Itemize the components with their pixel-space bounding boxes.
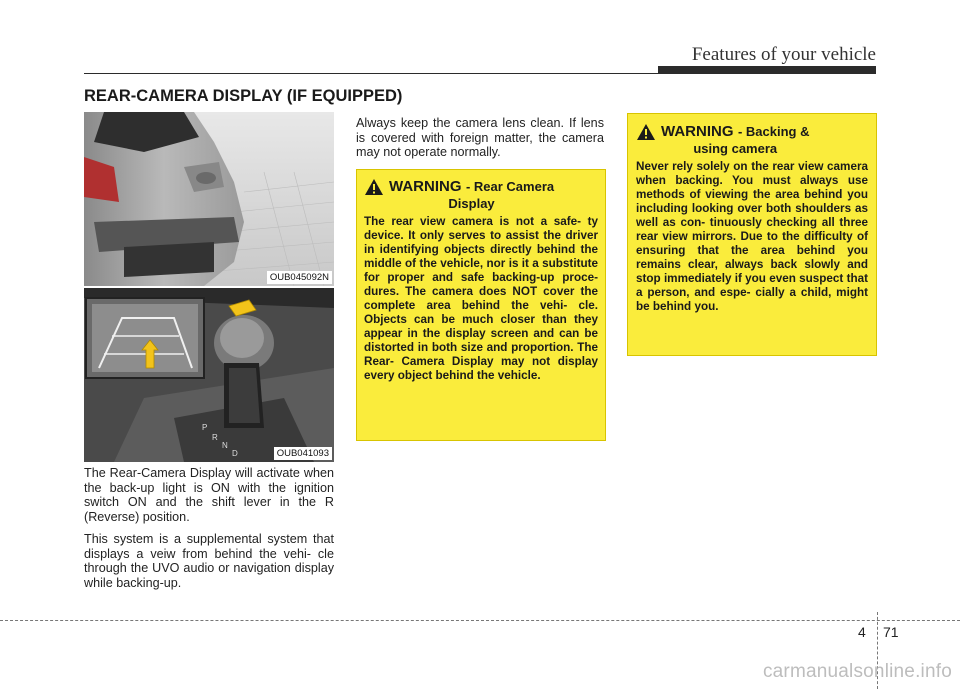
warning-triangle-icon bbox=[636, 123, 656, 141]
warning-title-line2: Display bbox=[448, 196, 495, 211]
display-shifter-drawing bbox=[84, 288, 334, 462]
figure-code-label: OUB041093 bbox=[274, 447, 332, 460]
warning-title-line2: using camera bbox=[693, 141, 778, 156]
warning-text: The rear view camera is not a safe- ty device. It only serves to assist the driver in identifying objects directly behind the middle of the vehicle, nor is it a substitute for proper and safe backing-up proce- dures. The camera does NOT cover the complete area behind the vehi- cle. Objects can be much closer than they appear in the display screen and can be distorted in both size and proportion. The Rear- Camera Display may not display every object behind the vehicle. bbox=[364, 215, 598, 382]
svg-text:D: D bbox=[232, 449, 238, 458]
figure-code-label: OUB045092N bbox=[267, 271, 332, 284]
warning-label: WARNING bbox=[389, 178, 462, 195]
paragraph-activation: The Rear-Camera Display will activate when the back-up light is ON with the ignition switch ON and the shift lever in the R (Reverse) position. bbox=[84, 466, 334, 524]
chapter-number: 4 bbox=[858, 624, 866, 640]
warning-triangle-icon bbox=[364, 178, 384, 196]
car-rear-drawing bbox=[84, 112, 334, 286]
warning-heading bbox=[636, 123, 868, 156]
display-and-shifter-illustration bbox=[84, 288, 334, 462]
warning-label: WARNING bbox=[661, 123, 734, 140]
warning-box-rear-camera bbox=[356, 169, 606, 441]
paragraph-lens-clean: Always keep the camera lens clean. If lens is covered with foreign matter, the camera may not operate normally. bbox=[356, 116, 604, 160]
warning-title-line1: - Backing & bbox=[737, 124, 810, 139]
warning-box-backing bbox=[627, 113, 877, 356]
warning-title-line1: - Rear Camera bbox=[465, 179, 555, 194]
car-rear-illustration bbox=[84, 112, 334, 286]
page-number: 71 bbox=[883, 624, 899, 640]
svg-text:P: P bbox=[202, 423, 208, 432]
footer-rule bbox=[0, 620, 960, 621]
svg-text:R: R bbox=[212, 433, 218, 442]
running-header: Features of your vehicle bbox=[691, 44, 876, 65]
section-title: REAR-CAMERA DISPLAY (IF EQUIPPED) bbox=[84, 87, 403, 105]
paragraph-supplemental: This system is a supplemental system that displays a veiw from behind the vehi- cle through the UVO audio or navigation display while backing-up. bbox=[84, 532, 334, 590]
header-rule bbox=[84, 73, 876, 74]
watermark-link[interactable]: carmanualsonline.info bbox=[762, 661, 952, 682]
warning-heading bbox=[364, 178, 598, 211]
warning-text: Never rely solely on the rear view camera when backing. You must always use methods of viewing the area behind you including looking over both shoulders as well as con- tinuously checking all three rear view mirrors. Due to the difficulty of ensuring that the area behind you remains clear, always back slowly and stop immediately if you even suspect that a person, and espe- cially a child, might be behind you. bbox=[636, 160, 868, 313]
svg-text:N: N bbox=[222, 441, 228, 450]
